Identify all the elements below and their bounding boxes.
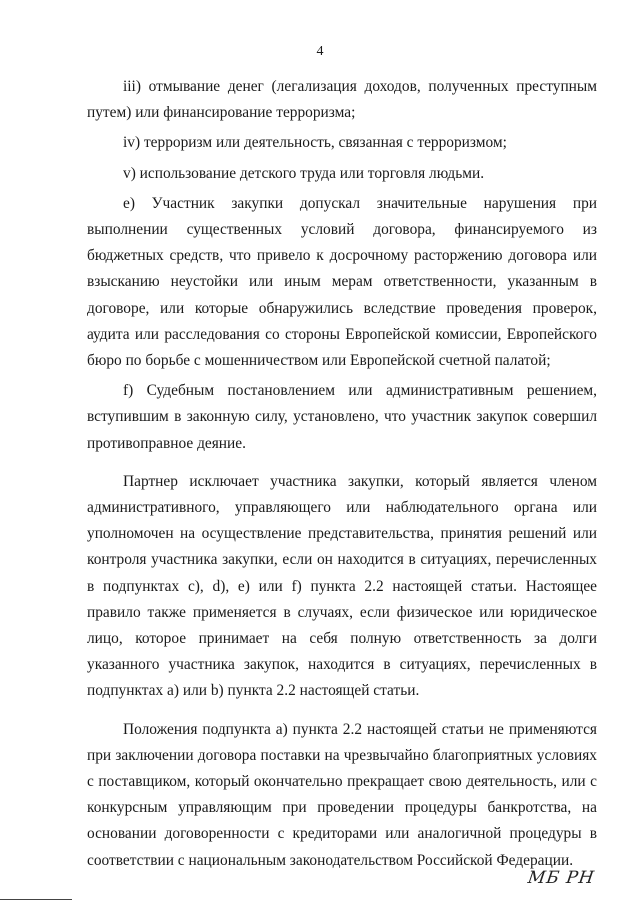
- paragraph-partner-exclusion: Партнер исключает участника закупки, который является членом административного, управляющего или наблюдательного органа или уполномочен на осуществление представительства, принятия решений или контроля участника закупки, если он находится в ситуациях, перечисленных в подпунктах c), d), e) или f) пункта 2.2 настоящей статьи. Настоящее правило также применяется в случаях, если физическое или юридическое лицо, которое принимает на себя полную ответственность за долги указанного участника закупок, находится в ситуациях, перечисленных в подпунктах a) или b) пункта 2.2 настоящей статьи.: [87, 472, 597, 700]
- document-body: [87, 74, 597, 874]
- handwritten-initials: МБ РН: [526, 868, 596, 888]
- paragraph-item-e: e) Участник закупки допускал значительные нарушения при выполнении существенных условий договора, финансируемого из бюджетных средств, что привело к досрочному расторжению договора или взысканию неустойки или иным мерам ответственности, указанным в договоре, или которые обнаружились вследствие проведения проверок, аудита или расследования со стороны Европейской комиссии, Европейского бюро по борьбе с мошенничеством или Европейской счетной палатой;: [87, 194, 597, 370]
- paragraph-item-f: f) Судебным постановлением или административным решением, вступившим в законную силу, установлено, что участник закупок совершил противоправное деяние.: [87, 382, 597, 452]
- page-number: 4: [316, 44, 324, 59]
- paragraph-item-iii: iii) отмывание денег (легализация доходов, полученных преступным путем) или финансирование терроризма;: [87, 78, 597, 122]
- paragraph-exceptions: Положения подпункта a) пункта 2.2 настоящей статьи не применяются при заключении договора поставки на чрезвычайно благоприятных условиях с поставщиком, который окончательно прекращает свою деятельность, или с конкурсным управляющим при проведении процедуры банкротства, на основании договоренности с кредиторами или аналогичной процедуры в соответствии с национальным законодательством Российской Федерации.: [87, 720, 597, 869]
- footer-divider: [0, 899, 72, 900]
- paragraph-item-v: v) использование детского труда или торговля людьми.: [123, 164, 485, 182]
- paragraph-item-iv: iv) терроризм или деятельность, связанная с терроризмом;: [123, 134, 507, 152]
